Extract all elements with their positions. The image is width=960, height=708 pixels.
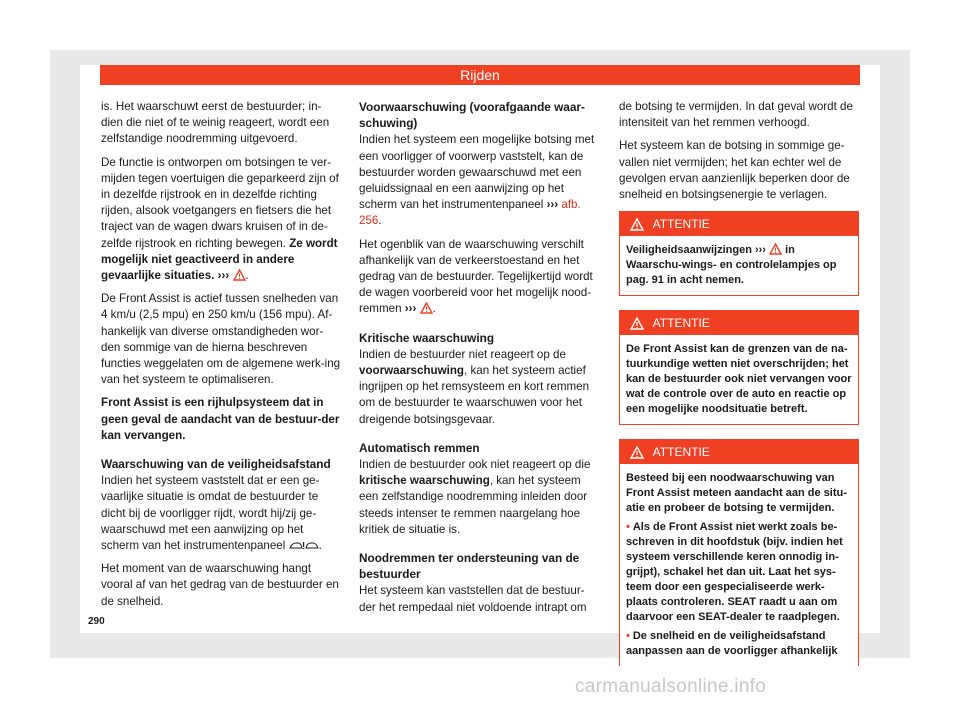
column-3 (619, 99, 859, 680)
paragraph: Het moment van de waarschuwing hangt vooral af van het gedrag van de bestuurder en de snelheid. (101, 562, 339, 608)
paragraph: Indien het systeem een mogelijke botsing met een voorligger of voorwerp vaststelt, kan de bestuurder worden gewaarschuwd met een geluidssignaal en een aanwijzing op het scherm van het instrumentenpaneel ››› afb. 256. (359, 133, 595, 228)
paragraph: is. Het waarschuwt eerst de bestuurder; in-dien die niet of te weinig reageert, wordt een zelfstandige noodremming uitgevoerd. (101, 100, 330, 146)
warning-triangle-icon[interactable] (420, 302, 433, 314)
warning-triangle-icon (630, 218, 644, 231)
warning-notice (619, 439, 859, 666)
list-item: • De snelheid en de veiligheidsafstand aanpassen aan de voorligger afhankelijk (626, 630, 838, 658)
notice-header (620, 440, 858, 464)
notice-header (620, 311, 858, 335)
section-header (100, 65, 860, 85)
cross-reference-arrows[interactable]: ››› (754, 244, 766, 257)
paragraph: Het systeem kan de botsing in sommige ge-vallen niet vermijden; het kan echter wel de gevolgen ervan aanzienlijk beperken door de snelheid en botsingsenergie te verlagen. (619, 139, 850, 202)
notice-body: De Front Assist kan de grenzen van de na-tuurkundige wetten niet overschrijden; het kan de bestuurder ook niet vervangen voor wat de controle over de auto en reactie op een mogelijke noodsituatie betreft. (626, 343, 852, 416)
paragraph: Indien de bestuurder niet reageert op de voorwaarschuwing, kan het systeem actief ingrijpen op het remsysteem en kort remmen om de bestuurder te waarschuwen voor het dreigende botsingsgevaar. (359, 347, 590, 426)
subheading: Voorwaarschuwing (voorafgaande waar-schuwing) (359, 100, 585, 131)
warning-triangle-icon (630, 317, 644, 330)
column-2 (359, 99, 599, 623)
column-1 (101, 99, 341, 617)
list-item: • Als de Front Assist niet werkt zoals be-schreven in dit hoofdstuk (bijv. indien het systeem verschillende keren onnodig in-grijpt), schakel het dan uit. Laat het sys-teem door een gespecialiseerde werk-plaats controleren. SEAT raadt u aan om daarvoor een SEAT-dealer te raadplegen. (626, 521, 843, 624)
warning-triangle-icon[interactable] (233, 269, 246, 281)
notice-title: ATTENTIE (652, 217, 710, 232)
page-number: 290 (88, 616, 105, 627)
section-title: Rijden (460, 67, 500, 83)
warning-triangle-icon[interactable] (769, 243, 782, 255)
warning-notice (619, 310, 859, 425)
warning-triangle-icon (630, 446, 644, 459)
cross-reference-arrows[interactable]: ››› (404, 302, 417, 316)
notice-body: Besteed bij een noodwaarschuwing van Front Assist meteen aandacht aan de situ-atie en probeer de botsing te vermijden. • Als de Front Assist niet werkt zoals be-schreven in dit hoofdstuk (bijv. indien het systeem verschillende keren onnodig in-grijpt), schakel het dan uit. Laat het sys-teem door een gespecialiseerde werk-plaats controleren. SEAT raadt u aan om daarvoor een SEAT-dealer te raadplegen. • De snelheid en de veiligheidsafstand aanpassen aan de voorligger afhankelijk (620, 464, 858, 666)
notice-title: ATTENTIE (652, 316, 710, 331)
notice-title: ATTENTIE (652, 445, 710, 460)
subheading: Waarschuwing van de veiligheidsafstand (101, 457, 331, 472)
paragraph: Indien de bestuurder ook niet reageert op die kritische waarschuwing, kan het systeem een zelfstandige noodremming inleiden door steeds intenser te remmen naargelang hoe kritiek de situatie is. (359, 458, 591, 536)
paragraph: Indien het systeem vaststelt dat er een ge-vaarlijke situatie is omdat de bestuurder te dicht bij de voorligger rijdt, wordt hij/zij ge-waarschuwd met een aanwijzing op het scherm van het instrumentenpaneel . (101, 474, 322, 553)
warning-notice (619, 211, 859, 296)
paragraph: Front Assist is een rijhulpsysteem dat in geen geval de aandacht van de bestuur-der kan vervangen. (101, 396, 340, 442)
notice-header (620, 212, 858, 236)
subheading: Automatisch remmen (359, 440, 480, 455)
distance-warning-icon (289, 540, 319, 551)
paragraph: De Front Assist is actief tussen snelheden van 4 km/u (2,5 mpu) en 250 km/u (156 mpu). Af-hankelijk van diverse omstandigheden wor-den sommige van de hierna beschreven functies weggelaten om de algemene werk-ing van het systeem te optimaliseren. (101, 292, 341, 387)
figure-link[interactable]: afb. 256 (359, 198, 581, 228)
paragraph: De functie is ontworpen om botsingen te ver-mijden tegen voertuigen die geparkeerd zijn of in dezelfde rijstrook en in dezelfde richting rijden, alsook voetgangers en fietsers die het traject van de wagen dwars kruisen of in de-zelfde rijstrook en richting bewegen. Ze wordt mogelijk niet geactiveerd in andere gevaarlijke situaties. ››› . (101, 155, 339, 283)
paragraph: Het systeem kan vaststellen dat de bestuur-der het rempedaal niet voldoende intrapt om (359, 584, 587, 614)
notice-body: Veiligheidsaanwijzingen ››› in Waarschu-wings- en controlelampjes op pag. 91 in acht nemen. (626, 244, 837, 287)
cross-reference-arrows[interactable]: ››› (546, 198, 559, 212)
paragraph: Het ogenblik van de waarschuwing verschilt afhankelijk van de verkeerstoestand en het gedrag van de bestuurder. Tegelijkertijd wordt de wagen voorbereid voor het mogelijk nood-remmen ››› . (359, 237, 593, 316)
paragraph: de botsing te vermijden. In dat geval wordt de intensiteit van het remmen verhoogd. (619, 100, 853, 130)
cross-reference-arrows[interactable]: ››› (217, 269, 230, 283)
subheading: Noodremmen ter ondersteuning van de bestuurder (359, 551, 580, 582)
watermark: carmanualsonline.info (575, 676, 767, 697)
subheading: Kritische waarschuwing (359, 330, 495, 345)
